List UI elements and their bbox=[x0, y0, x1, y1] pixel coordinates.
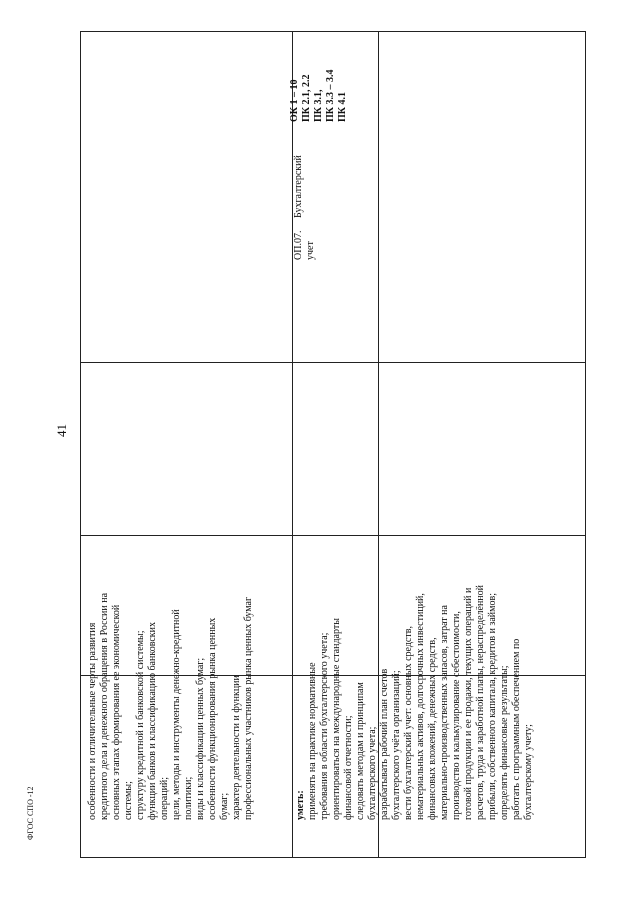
skills-text: применять на практике нормативные требования в области бухгалтерского учета; ориентироваться на международные стандарты финансовой отчетности; следовать методам и принципам бухгалтерского учета; разрабатывать рабочий план счетов бухгалтерского учёта организаций; вести бухгалтерский учет: основных средств, нематериальных активов, долгосрочных инвестиций, финансовых вложений, денежных средств, материально-производственных запасов, затрат на производство и калькулирование себестоимости, готовой продукции и ее продажи, текущих операций и расчетов, труда и заработной платы, нераспределённой прибыли, собственного капитала, кредитов и займов; определять финансовые результаты; работать с программным обеспечением по бухгалтерскому учету; bbox=[307, 584, 534, 820]
discipline-code: ОП.07. bbox=[293, 230, 304, 260]
discipline-cell bbox=[293, 120, 317, 260]
skills-cell bbox=[295, 465, 535, 820]
knowledge-cell bbox=[87, 465, 255, 820]
discipline-title: Бухгалтерский bbox=[293, 155, 304, 219]
footer-text: ФГОС СПО -12 bbox=[26, 786, 35, 840]
competencies-text: ОК 1 – 10 ПК 2.1, 2.2 ПК 3.1, ПК 3.3 – 3.4 ПК 4.1 bbox=[289, 69, 348, 122]
rotated-table bbox=[80, 31, 586, 858]
page-number: 41 bbox=[54, 424, 69, 437]
discipline-title-cont: учет bbox=[305, 241, 316, 260]
competencies-cell bbox=[289, 2, 349, 122]
column-divider bbox=[81, 362, 585, 363]
knowledge-text: особенности и отличительные черты развития кредитного дела и денежного обращения в России на основных этапах формирования ее экономической системы; структуру кредитной и банковской системы; функции банков и классификацию банковских операций; цели, методы и инструменты денежно-кредитной политики; виды и классификации ценных бумаг; особенности функционирования рынка ценных бумаг; характер деятельности и функции профессиональных участников рынка ценных бумаг bbox=[87, 592, 254, 820]
skills-heading: уметь: bbox=[295, 790, 306, 820]
